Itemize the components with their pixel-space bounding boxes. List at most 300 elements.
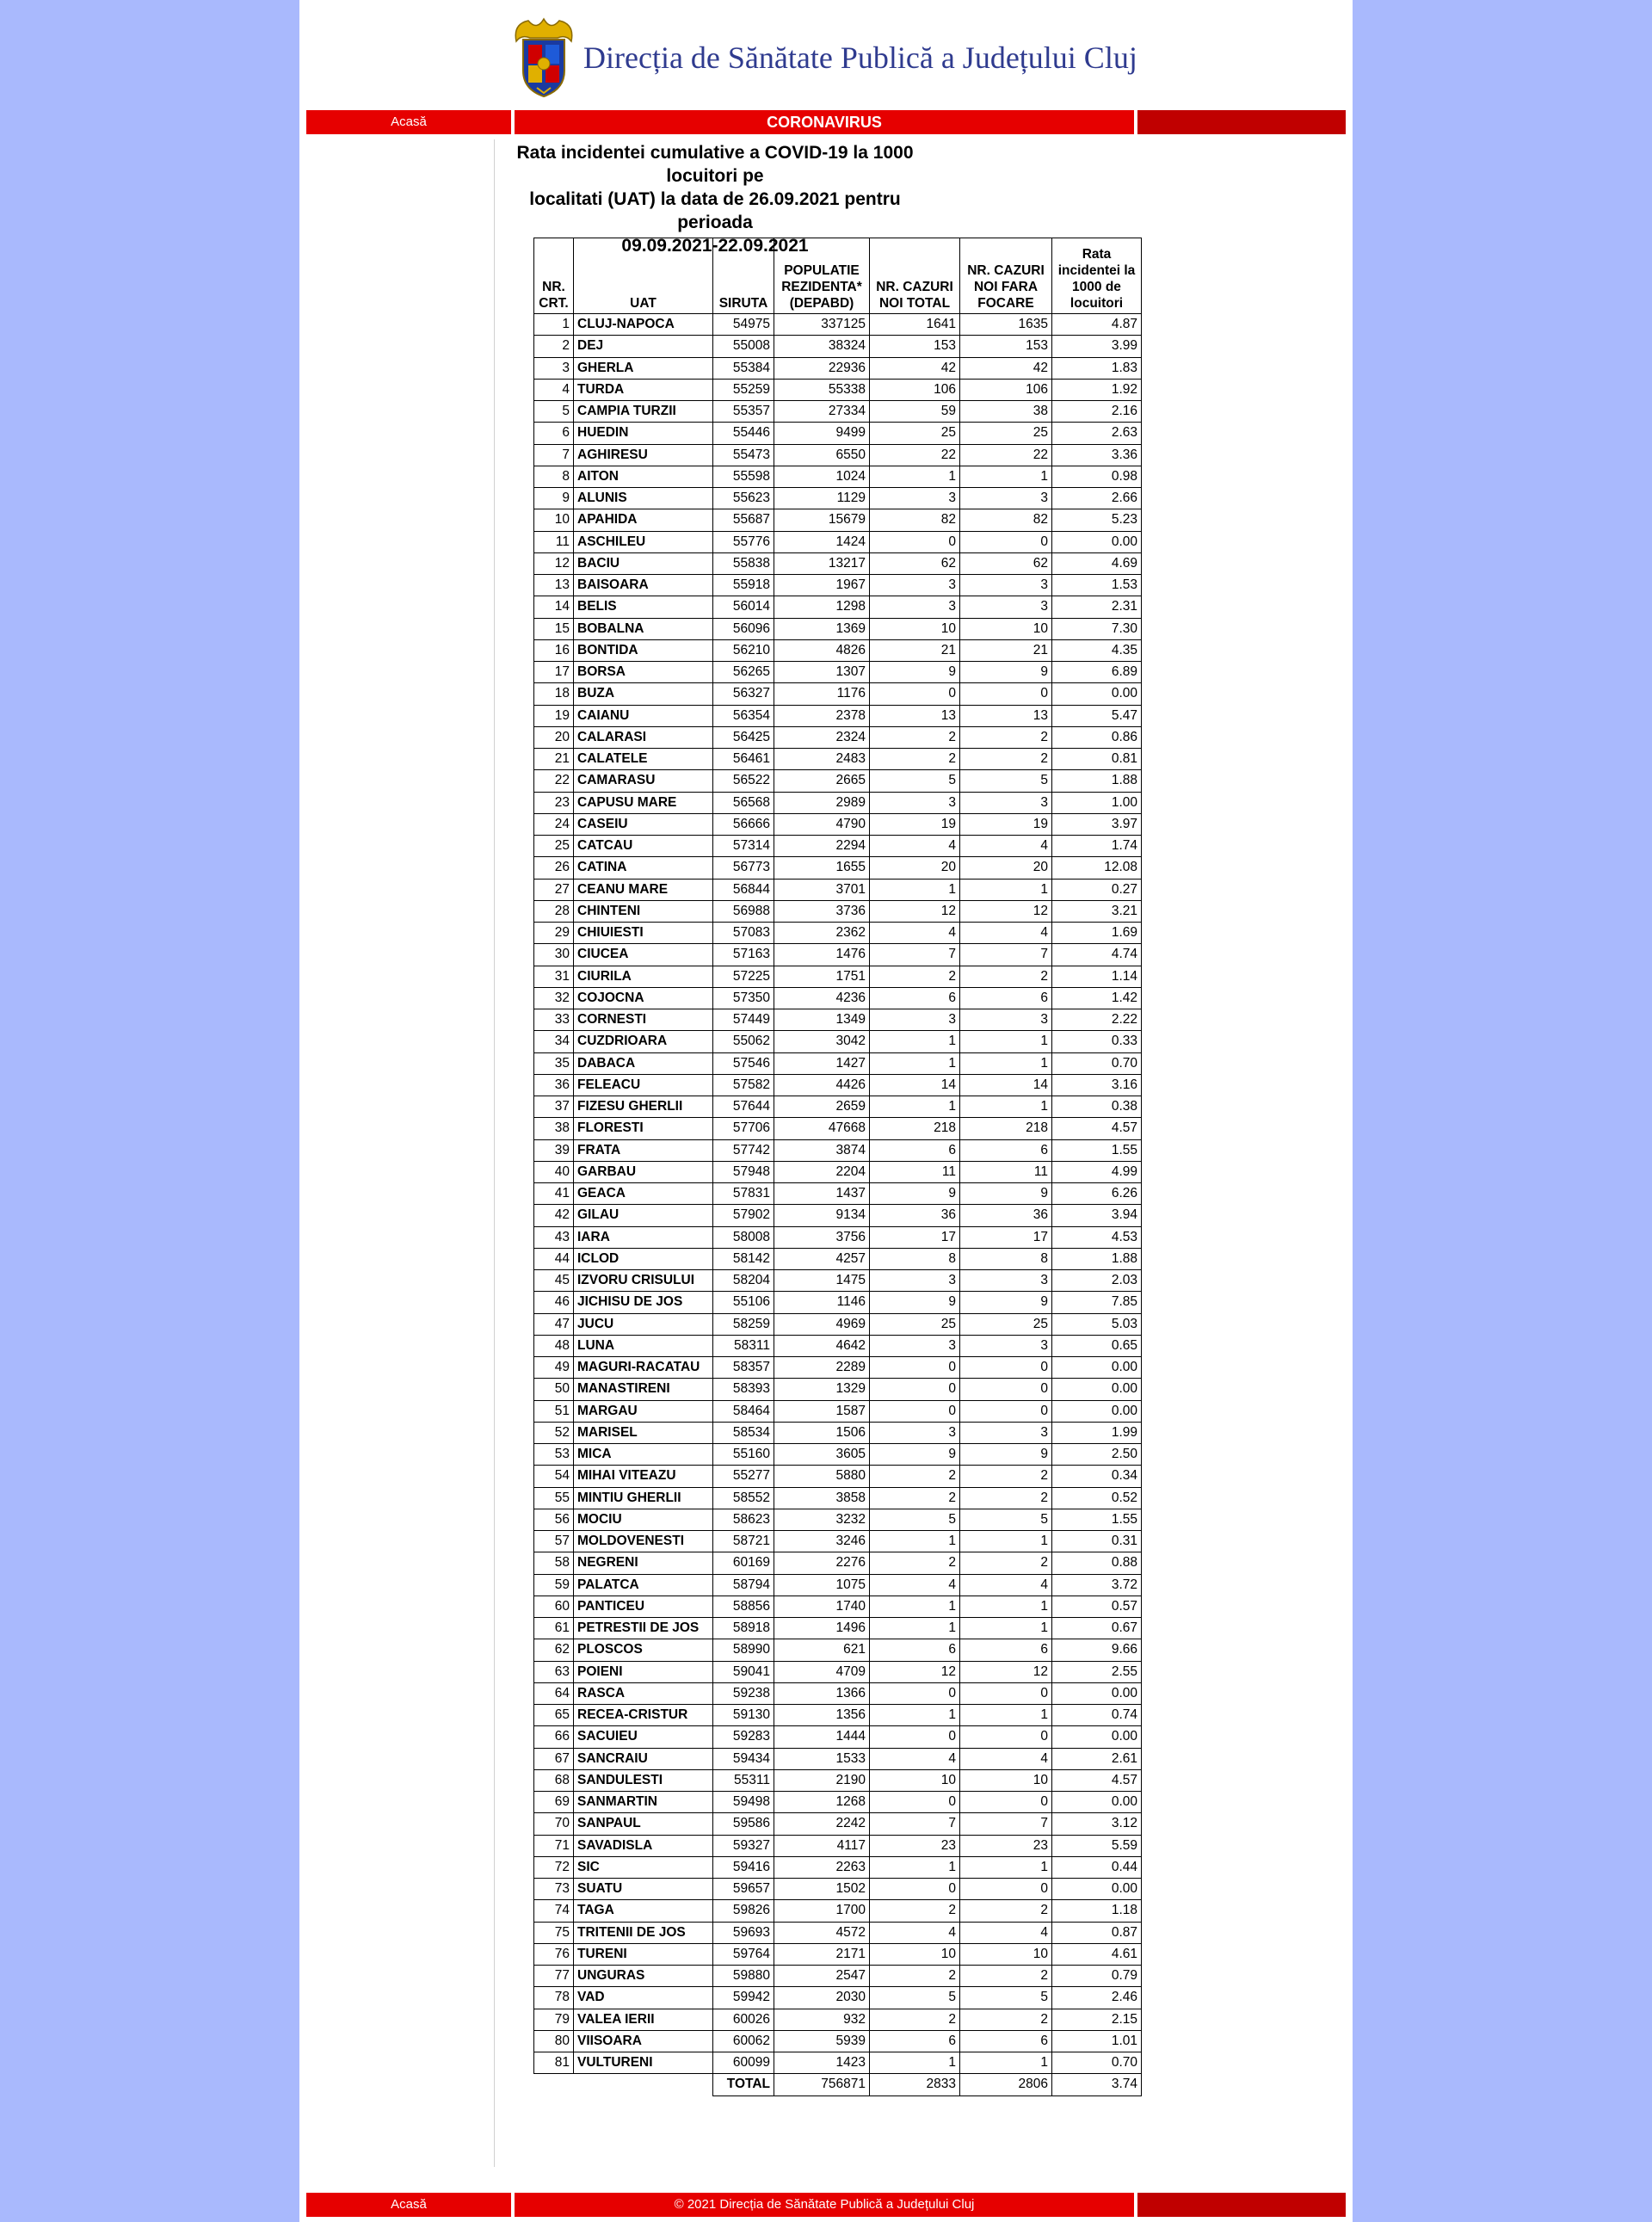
cell-incidence-rate: 1.74 <box>1052 836 1142 857</box>
cell-nr-crt: 36 <box>534 1074 574 1096</box>
table-row <box>534 1292 1142 1313</box>
cell-cases-total: 19 <box>870 813 960 835</box>
cell-population: 1700 <box>774 1900 870 1922</box>
cell-siruta: 58008 <box>713 1226 774 1248</box>
cell-uat: TURENI <box>574 1943 713 1965</box>
cell-cases-total: 1 <box>870 1856 960 1878</box>
cell-cases-total: 3 <box>870 488 960 509</box>
cell-siruta: 55311 <box>713 1769 774 1791</box>
romania-coat-of-arms-icon[interactable] <box>511 15 576 98</box>
cell-cases-no-outbreaks: 5 <box>960 1987 1052 2009</box>
cell-uat: LUNA <box>574 1335 713 1356</box>
cell-nr-crt: 62 <box>534 1639 574 1661</box>
cell-incidence-rate: 0.00 <box>1052 531 1142 552</box>
cell-incidence-rate: 0.57 <box>1052 1596 1142 1617</box>
cell-uat: CIUCEA <box>574 944 713 966</box>
cell-nr-crt: 47 <box>534 1313 574 1335</box>
cell-uat: SANDULESTI <box>574 1769 713 1791</box>
cell-cases-no-outbreaks: 0 <box>960 1682 1052 1704</box>
cell-nr-crt: 33 <box>534 1009 574 1031</box>
cell-cases-no-outbreaks: 4 <box>960 1748 1052 1769</box>
cell-nr-crt: 34 <box>534 1031 574 1052</box>
cell-incidence-rate: 1.01 <box>1052 2030 1142 2052</box>
cell-population: 1129 <box>774 488 870 509</box>
cell-siruta: 59327 <box>713 1835 774 1856</box>
cell-population: 4572 <box>774 1922 870 1943</box>
cell-cases-total: 4 <box>870 1748 960 1769</box>
cell-siruta: 59586 <box>713 1813 774 1835</box>
cell-cases-no-outbreaks: 0 <box>960 1879 1052 1900</box>
cell-siruta: 60062 <box>713 2030 774 2052</box>
cell-siruta: 55160 <box>713 1444 774 1466</box>
cell-nr-crt: 67 <box>534 1748 574 1769</box>
table-row <box>534 1313 1142 1335</box>
cell-siruta: 58990 <box>713 1639 774 1661</box>
home-link[interactable]: Acasă <box>306 110 511 134</box>
cell-siruta: 57449 <box>713 1009 774 1031</box>
cell-cases-no-outbreaks: 4 <box>960 836 1052 857</box>
cell-uat: VAD <box>574 1987 713 2009</box>
table-row <box>534 1466 1142 1487</box>
cell-population: 6550 <box>774 444 870 466</box>
cell-cases-no-outbreaks: 1 <box>960 1531 1052 1552</box>
cell-incidence-rate: 0.31 <box>1052 1531 1142 1552</box>
cell-uat: SANPAUL <box>574 1813 713 1835</box>
cell-cases-total: 0 <box>870 1379 960 1400</box>
cell-siruta: 57314 <box>713 836 774 857</box>
cell-cases-no-outbreaks: 10 <box>960 618 1052 639</box>
cell-uat: MOCIU <box>574 1509 713 1530</box>
table-row <box>534 1052 1142 1074</box>
cell-uat: CAMPIA TURZII <box>574 401 713 423</box>
cell-population: 3874 <box>774 1139 870 1161</box>
cell-incidence-rate: 0.27 <box>1052 879 1142 900</box>
cell-cases-no-outbreaks: 9 <box>960 1444 1052 1466</box>
cell-population: 22936 <box>774 357 870 379</box>
table-row <box>534 966 1142 987</box>
cell-cases-no-outbreaks: 1 <box>960 1096 1052 1118</box>
table-row <box>534 1074 1142 1096</box>
cell-incidence-rate: 1.18 <box>1052 1900 1142 1922</box>
cell-incidence-rate: 0.00 <box>1052 1726 1142 1748</box>
cell-population: 5880 <box>774 1466 870 1487</box>
cell-uat: COJOCNA <box>574 987 713 1009</box>
cell-nr-crt: 28 <box>534 900 574 922</box>
cell-cases-total: 2 <box>870 1552 960 1574</box>
cell-incidence-rate: 0.86 <box>1052 726 1142 748</box>
cell-nr-crt: 43 <box>534 1226 574 1248</box>
cell-cases-total: 2 <box>870 1966 960 1987</box>
cell-cases-total: 6 <box>870 987 960 1009</box>
cell-cases-no-outbreaks: 22 <box>960 444 1052 466</box>
cell-population: 9499 <box>774 423 870 444</box>
table-row <box>534 1987 1142 2009</box>
cell-nr-crt: 17 <box>534 662 574 683</box>
cell-uat: GEACA <box>574 1183 713 1205</box>
cell-cases-no-outbreaks: 12 <box>960 900 1052 922</box>
cell-population: 1356 <box>774 1705 870 1726</box>
table-row <box>534 1769 1142 1791</box>
table-row <box>534 1813 1142 1835</box>
cell-incidence-rate: 2.50 <box>1052 1444 1142 1466</box>
table-row <box>534 1835 1142 1856</box>
cell-nr-crt: 5 <box>534 401 574 423</box>
cell-cases-no-outbreaks: 1 <box>960 1596 1052 1617</box>
table-row <box>534 1879 1142 1900</box>
table-row <box>534 336 1142 357</box>
cell-uat: RASCA <box>574 1682 713 1704</box>
cell-cases-no-outbreaks: 10 <box>960 1943 1052 1965</box>
cell-incidence-rate: 0.00 <box>1052 683 1142 705</box>
cell-incidence-rate: 3.21 <box>1052 900 1142 922</box>
cell-incidence-rate: 5.59 <box>1052 1835 1142 1856</box>
cell-siruta: 59880 <box>713 1966 774 1987</box>
cell-population: 2030 <box>774 1987 870 2009</box>
cell-nr-crt: 61 <box>534 1618 574 1639</box>
cell-cases-no-outbreaks: 3 <box>960 792 1052 813</box>
cell-cases-no-outbreaks: 4 <box>960 1922 1052 1943</box>
cell-cases-total: 1 <box>870 466 960 487</box>
table-row <box>534 596 1142 618</box>
cell-siruta: 59238 <box>713 1682 774 1704</box>
cell-incidence-rate: 0.81 <box>1052 749 1142 770</box>
cell-uat: BACIU <box>574 552 713 574</box>
table-row <box>534 1226 1142 1248</box>
cell-population: 2171 <box>774 1943 870 1965</box>
cell-uat: BAISOARA <box>574 575 713 596</box>
cell-siruta: 56096 <box>713 618 774 639</box>
cell-population: 932 <box>774 2009 870 2030</box>
cell-cases-total: 12 <box>870 1661 960 1682</box>
cell-uat: FRATA <box>574 1139 713 1161</box>
cell-nr-crt: 29 <box>534 923 574 944</box>
cell-cases-total: 22 <box>870 444 960 466</box>
cell-nr-crt: 30 <box>534 944 574 966</box>
cell-siruta: 59041 <box>713 1661 774 1682</box>
cell-siruta: 57350 <box>713 987 774 1009</box>
footer-home-link[interactable]: Acasă <box>306 2193 511 2217</box>
cell-incidence-rate: 0.00 <box>1052 1357 1142 1379</box>
cell-uat: BUZA <box>574 683 713 705</box>
cell-siruta: 55473 <box>713 444 774 466</box>
cell-siruta: 56354 <box>713 705 774 726</box>
cell-incidence-rate: 12.08 <box>1052 857 1142 879</box>
cell-uat: BONTIDA <box>574 639 713 661</box>
cell-cases-no-outbreaks: 14 <box>960 1074 1052 1096</box>
table-row <box>534 1161 1142 1182</box>
total-blank-cell <box>574 2074 713 2095</box>
cell-cases-total: 42 <box>870 357 960 379</box>
cell-cases-no-outbreaks: 62 <box>960 552 1052 574</box>
cell-incidence-rate: 4.61 <box>1052 1943 1142 1965</box>
cell-uat: MANASTIRENI <box>574 1379 713 1400</box>
cell-uat: ICLOD <box>574 1248 713 1269</box>
cell-siruta: 55598 <box>713 466 774 487</box>
cell-siruta: 56327 <box>713 683 774 705</box>
cell-cases-total: 9 <box>870 662 960 683</box>
table-row <box>534 1748 1142 1769</box>
cell-siruta: 57163 <box>713 944 774 966</box>
cell-siruta: 55008 <box>713 336 774 357</box>
footer-bar <box>306 2193 1346 2217</box>
cell-siruta: 56461 <box>713 749 774 770</box>
cell-nr-crt: 71 <box>534 1835 574 1856</box>
cell-population: 337125 <box>774 314 870 336</box>
cell-uat: CEANU MARE <box>574 879 713 900</box>
cell-siruta: 55357 <box>713 401 774 423</box>
cell-cases-no-outbreaks: 3 <box>960 1422 1052 1443</box>
table-row <box>534 639 1142 661</box>
cell-uat: CALARASI <box>574 726 713 748</box>
cell-cases-total: 3 <box>870 1270 960 1292</box>
cell-population: 3042 <box>774 1031 870 1052</box>
cell-incidence-rate: 2.03 <box>1052 1270 1142 1292</box>
cell-nr-crt: 20 <box>534 726 574 748</box>
cell-siruta: 58721 <box>713 1531 774 1552</box>
cell-cases-total: 12 <box>870 900 960 922</box>
cell-cases-no-outbreaks: 13 <box>960 705 1052 726</box>
cell-uat: IZVORU CRISULUI <box>574 1270 713 1292</box>
cell-nr-crt: 21 <box>534 749 574 770</box>
cell-population: 55338 <box>774 379 870 400</box>
table-header-row <box>534 238 1142 314</box>
cell-cases-total: 1 <box>870 1531 960 1552</box>
cell-incidence-rate: 0.98 <box>1052 466 1142 487</box>
cell-cases-no-outbreaks: 3 <box>960 1270 1052 1292</box>
cell-cases-no-outbreaks: 25 <box>960 423 1052 444</box>
table-row <box>534 1726 1142 1748</box>
total-label: TOTAL <box>713 2074 774 2095</box>
cell-siruta: 60169 <box>713 1552 774 1574</box>
table-row <box>534 444 1142 466</box>
cell-nr-crt: 9 <box>534 488 574 509</box>
cell-siruta: 57644 <box>713 1096 774 1118</box>
site-title[interactable]: Direcția de Sănătate Publică a Județului Cluj <box>583 40 1137 75</box>
cell-nr-crt: 39 <box>534 1139 574 1161</box>
cell-siruta: 55838 <box>713 552 774 574</box>
header-siruta: SIRUTA <box>713 238 774 314</box>
cell-incidence-rate: 0.79 <box>1052 1966 1142 1987</box>
cell-incidence-rate: 0.00 <box>1052 1379 1142 1400</box>
cell-cases-no-outbreaks: 20 <box>960 857 1052 879</box>
cell-nr-crt: 73 <box>534 1879 574 1900</box>
cell-incidence-rate: 1.88 <box>1052 770 1142 792</box>
cell-nr-crt: 69 <box>534 1792 574 1813</box>
cell-cases-total: 6 <box>870 1139 960 1161</box>
cell-population: 1268 <box>774 1792 870 1813</box>
cell-cases-total: 2 <box>870 966 960 987</box>
table-row <box>534 900 1142 922</box>
cell-incidence-rate: 7.30 <box>1052 618 1142 639</box>
cell-siruta: 59693 <box>713 1922 774 1943</box>
cell-cases-no-outbreaks: 1 <box>960 1856 1052 1878</box>
cell-cases-total: 1 <box>870 1596 960 1617</box>
cell-population: 1496 <box>774 1618 870 1639</box>
table-row <box>534 1139 1142 1161</box>
cell-cases-no-outbreaks: 3 <box>960 1335 1052 1356</box>
table-body <box>534 314 1142 2074</box>
table-row <box>534 836 1142 857</box>
cell-population: 2190 <box>774 1769 870 1791</box>
cell-siruta: 57742 <box>713 1139 774 1161</box>
cell-uat: CALATELE <box>574 749 713 770</box>
cell-cases-no-outbreaks: 1635 <box>960 314 1052 336</box>
cell-siruta: 59283 <box>713 1726 774 1748</box>
cell-nr-crt: 77 <box>534 1966 574 1987</box>
cell-incidence-rate: 0.52 <box>1052 1487 1142 1509</box>
cell-cases-total: 10 <box>870 1943 960 1965</box>
cell-cases-no-outbreaks: 2 <box>960 1966 1052 1987</box>
table-row <box>534 466 1142 487</box>
cell-population: 2659 <box>774 1096 870 1118</box>
cell-cases-total: 0 <box>870 1726 960 1748</box>
cell-incidence-rate: 2.63 <box>1052 423 1142 444</box>
table-row <box>534 749 1142 770</box>
cell-cases-no-outbreaks: 23 <box>960 1835 1052 1856</box>
cell-siruta: 55687 <box>713 509 774 531</box>
cell-population: 1444 <box>774 1726 870 1748</box>
cell-cases-no-outbreaks: 0 <box>960 1357 1052 1379</box>
cell-nr-crt: 54 <box>534 1466 574 1487</box>
cell-uat: UNGURAS <box>574 1966 713 1987</box>
cell-population: 1740 <box>774 1596 870 1617</box>
table-row <box>534 1031 1142 1052</box>
cell-cases-no-outbreaks: 9 <box>960 1183 1052 1205</box>
cell-incidence-rate: 0.70 <box>1052 1052 1142 1074</box>
cell-cases-total: 7 <box>870 1813 960 1835</box>
table-row <box>534 770 1142 792</box>
cell-cases-no-outbreaks: 2 <box>960 1552 1052 1574</box>
cell-uat: PANTICEU <box>574 1596 713 1617</box>
cell-incidence-rate: 1.99 <box>1052 1422 1142 1443</box>
cell-nr-crt: 25 <box>534 836 574 857</box>
cell-population: 3858 <box>774 1487 870 1509</box>
cell-nr-crt: 26 <box>534 857 574 879</box>
table-row <box>534 488 1142 509</box>
cell-population: 2324 <box>774 726 870 748</box>
cell-uat: ALUNIS <box>574 488 713 509</box>
cell-cases-total: 6 <box>870 2030 960 2052</box>
cell-siruta: 58552 <box>713 1487 774 1509</box>
cell-incidence-rate: 1.55 <box>1052 1139 1142 1161</box>
cell-uat: TAGA <box>574 1900 713 1922</box>
cell-cases-total: 4 <box>870 836 960 857</box>
cell-siruta: 59130 <box>713 1705 774 1726</box>
cell-uat: SACUIEU <box>574 1726 713 1748</box>
cell-cases-no-outbreaks: 0 <box>960 1379 1052 1400</box>
cell-incidence-rate: 0.00 <box>1052 1879 1142 1900</box>
cell-population: 1587 <box>774 1400 870 1422</box>
cell-population: 2483 <box>774 749 870 770</box>
cell-uat: CORNESTI <box>574 1009 713 1031</box>
table-row <box>534 923 1142 944</box>
cell-population: 2378 <box>774 705 870 726</box>
cell-cases-total: 0 <box>870 531 960 552</box>
cell-incidence-rate: 2.31 <box>1052 596 1142 618</box>
cell-nr-crt: 53 <box>534 1444 574 1466</box>
cell-population: 3701 <box>774 879 870 900</box>
cell-cases-total: 3 <box>870 1335 960 1356</box>
cell-population: 3605 <box>774 1444 870 1466</box>
cell-nr-crt: 64 <box>534 1682 574 1704</box>
cell-nr-crt: 1 <box>534 314 574 336</box>
cell-siruta: 56988 <box>713 900 774 922</box>
table-row <box>534 1248 1142 1269</box>
table-row <box>534 1596 1142 1617</box>
cell-population: 4826 <box>774 639 870 661</box>
cell-uat: JUCU <box>574 1313 713 1335</box>
cell-nr-crt: 70 <box>534 1813 574 1835</box>
cell-population: 1427 <box>774 1052 870 1074</box>
table-row <box>534 531 1142 552</box>
cell-population: 2289 <box>774 1357 870 1379</box>
table-row <box>534 1900 1142 1922</box>
cell-cases-total: 4 <box>870 1922 960 1943</box>
cell-incidence-rate: 0.00 <box>1052 1792 1142 1813</box>
cell-uat: MOLDOVENESTI <box>574 1531 713 1552</box>
table-row <box>534 944 1142 966</box>
cell-incidence-rate: 1.42 <box>1052 987 1142 1009</box>
cell-uat: CUZDRIOARA <box>574 1031 713 1052</box>
cell-population: 2294 <box>774 836 870 857</box>
cell-cases-total: 3 <box>870 596 960 618</box>
cell-cases-total: 9 <box>870 1183 960 1205</box>
cell-cases-total: 36 <box>870 1205 960 1226</box>
cell-incidence-rate: 1.53 <box>1052 575 1142 596</box>
cell-population: 1655 <box>774 857 870 879</box>
cell-uat: HUEDIN <box>574 423 713 444</box>
cell-population: 1424 <box>774 531 870 552</box>
table-row <box>534 423 1142 444</box>
table-row <box>534 1400 1142 1422</box>
cell-uat: MARISEL <box>574 1422 713 1443</box>
cell-uat: AGHIRESU <box>574 444 713 466</box>
cell-cases-no-outbreaks: 1 <box>960 1705 1052 1726</box>
cell-cases-total: 0 <box>870 1792 960 1813</box>
cell-uat: PLOSCOS <box>574 1639 713 1661</box>
cell-cases-total: 21 <box>870 639 960 661</box>
cell-cases-total: 3 <box>870 575 960 596</box>
cell-cases-total: 5 <box>870 1987 960 2009</box>
cell-cases-total: 0 <box>870 1682 960 1704</box>
cell-uat: CASEIU <box>574 813 713 835</box>
cell-cases-total: 14 <box>870 1074 960 1096</box>
cell-incidence-rate: 1.83 <box>1052 357 1142 379</box>
cell-incidence-rate: 1.00 <box>1052 792 1142 813</box>
report-title-line-3: 09.09.2021-22.09.2021 <box>621 236 809 256</box>
cell-cases-no-outbreaks: 2 <box>960 749 1052 770</box>
cell-nr-crt: 78 <box>534 1987 574 2009</box>
cell-uat: MINTIU GHERLII <box>574 1487 713 1509</box>
cell-cases-total: 1 <box>870 1031 960 1052</box>
section-heading: CORONAVIRUS <box>515 110 1134 134</box>
cell-siruta: 56666 <box>713 813 774 835</box>
cell-uat: TRITENII DE JOS <box>574 1922 713 1943</box>
cell-incidence-rate: 5.47 <box>1052 705 1142 726</box>
cell-nr-crt: 49 <box>534 1357 574 1379</box>
cell-incidence-rate: 2.15 <box>1052 2009 1142 2030</box>
cell-uat: AITON <box>574 466 713 487</box>
cell-nr-crt: 63 <box>534 1661 574 1682</box>
left-column-divider <box>494 139 495 2167</box>
cell-cases-no-outbreaks: 11 <box>960 1161 1052 1182</box>
header-population: POPULATIE REZIDENTA* (DEPABD) <box>774 238 870 314</box>
cell-population: 2276 <box>774 1552 870 1574</box>
cell-siruta: 57225 <box>713 966 774 987</box>
cell-cases-total: 2 <box>870 2009 960 2030</box>
cell-uat: GILAU <box>574 1205 713 1226</box>
cell-nr-crt: 19 <box>534 705 574 726</box>
